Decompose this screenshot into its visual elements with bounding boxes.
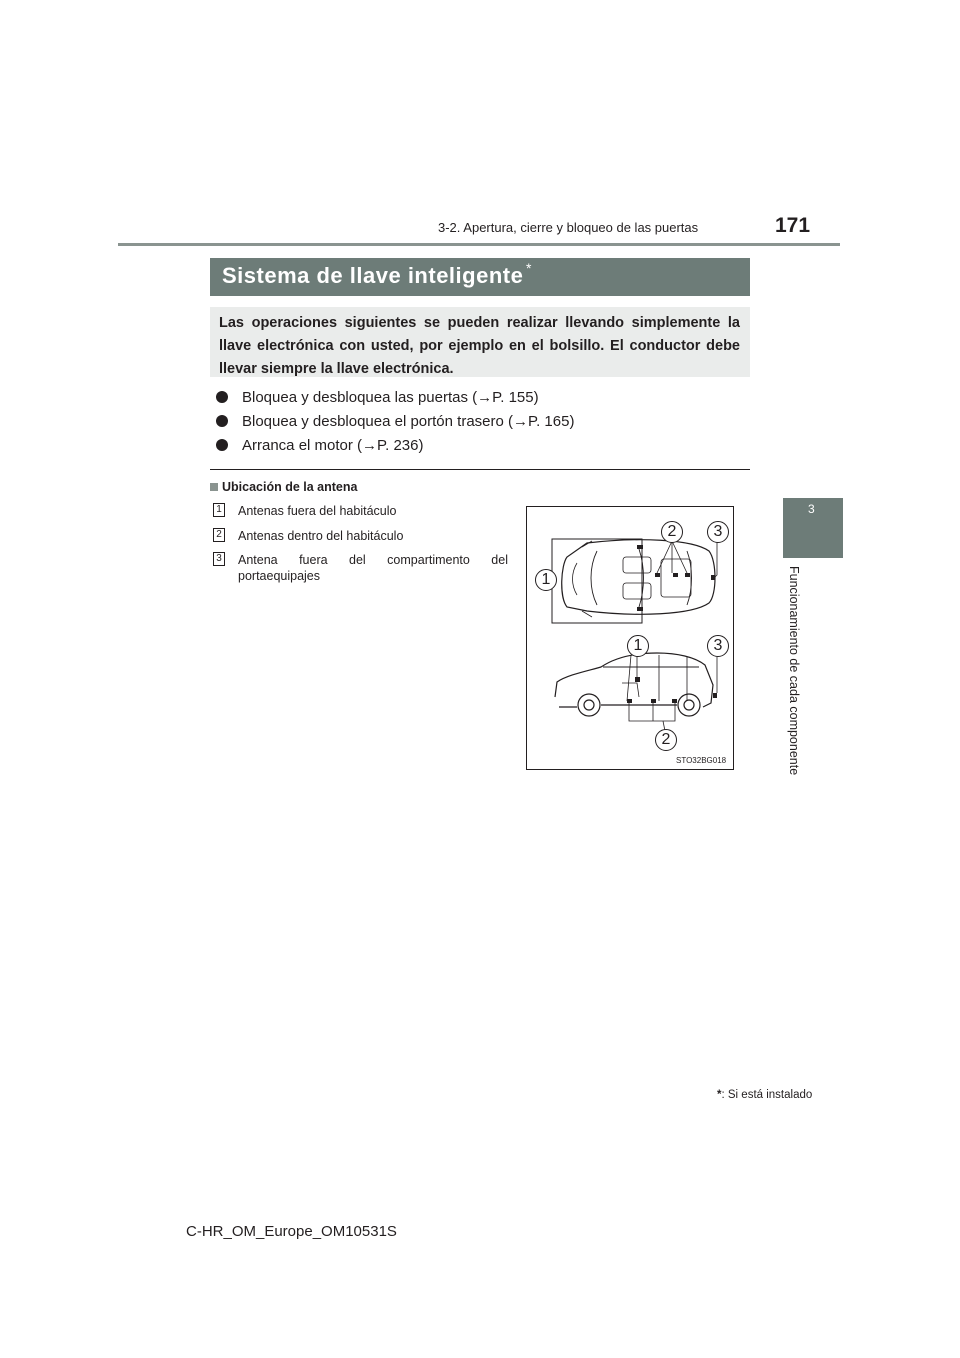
bullet-text: Bloquea y desbloquea las puertas (→P. 155) (242, 389, 539, 406)
antenna-marks-side (627, 677, 717, 703)
section-divider (210, 469, 750, 470)
figure-code: STO32BG018 (676, 756, 727, 765)
antenna-description: Antenas fuera del habitáculo (238, 504, 397, 518)
callout-number-box: 3 (213, 552, 225, 566)
leader-lines-side (629, 655, 717, 731)
section-title-bar (210, 258, 750, 296)
chapter-side-label (781, 566, 811, 786)
bullet-item (216, 413, 574, 430)
callout-3-side: 3 (707, 635, 729, 657)
bullet-text: Bloquea y desbloquea el portón trasero (→P. 165) (242, 413, 575, 430)
callout-1-top: 1 (535, 569, 557, 591)
callout-2-side: 2 (655, 729, 677, 751)
chapter-number: 3 (808, 502, 815, 516)
header-rule (118, 243, 840, 246)
car-side-view (555, 653, 713, 716)
bullet-item (216, 389, 539, 406)
document-id: C-HR_OM_Europe_OM10531S (186, 1223, 397, 1240)
footnote-text: : Si está instalado (721, 1089, 813, 1101)
bullet-icon (216, 391, 228, 403)
bullet-text: Arranca el motor (→P. 236) (242, 437, 424, 454)
antenna-description: Antena fuera del compartimento del portaequipajes (238, 553, 508, 583)
bullet-icon (216, 415, 228, 427)
callout-3-top: 3 (707, 521, 729, 543)
callout-1-side: 1 (627, 635, 649, 657)
subsection-heading (210, 480, 357, 494)
antenna-description: Antenas dentro del habitáculo (238, 529, 404, 543)
callout-number-box: 1 (213, 503, 225, 517)
callout-number-box: 2 (213, 528, 225, 542)
callout-2-top: 2 (661, 521, 683, 543)
intro-box (210, 307, 750, 377)
chapter-label-text: Funcionamiento de cada componente (787, 566, 801, 776)
antenna-location-figure (526, 506, 734, 770)
antenna-marks-top (637, 545, 715, 611)
bullet-item (216, 437, 423, 454)
square-bullet-icon (210, 483, 218, 491)
section-header: 3-2. Apertura, cierre y bloqueo de las puertas (438, 220, 699, 235)
page-number: 171 (775, 214, 811, 237)
leader-lines-top (551, 541, 717, 580)
intro-text: Las operaciones siguientes se pueden realizar llevando simplemente la llave electrónica con usted, por ejemplo en el bolsillo. El conductor debe llevar siempre la llave electrónica. (219, 315, 740, 377)
chapter-tab (783, 498, 843, 558)
car-top-view (552, 539, 715, 623)
section-title: Sistema de llave inteligente (222, 263, 524, 288)
title-asterisk: * (526, 260, 532, 276)
bullet-icon (216, 439, 228, 451)
footnote (717, 1089, 812, 1101)
footnote-asterisk: * (717, 1089, 722, 1101)
subsection-title: Ubicación de la antena (222, 480, 358, 494)
